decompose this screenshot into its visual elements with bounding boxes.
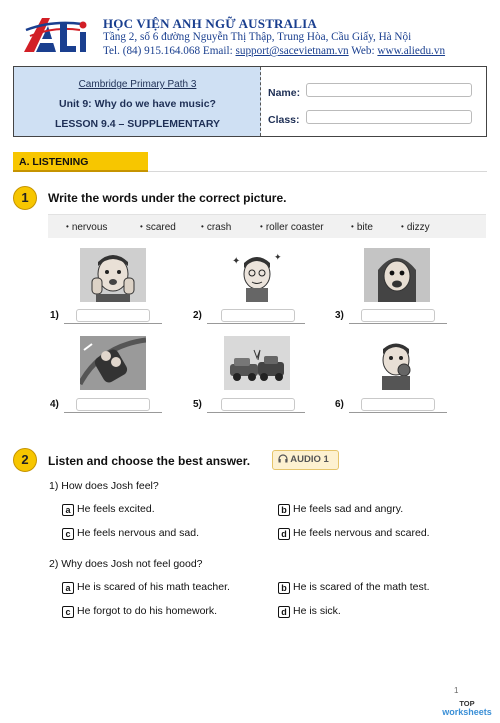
headphones-icon — [278, 454, 290, 465]
school-name: HỌC VIỆN ANH NGỮ AUSTRALIA — [103, 16, 317, 31]
question-title: Listen and choose the best answer. — [48, 454, 251, 468]
course-title: Cambridge Primary Path 3 — [78, 79, 197, 90]
question-title: Write the words under the correct picture. — [48, 191, 287, 205]
option-letter: d — [278, 528, 290, 540]
audio-label: AUDIO 1 — [290, 454, 329, 465]
answer-box-6[interactable] — [361, 398, 435, 411]
word-bank-item: • crash — [201, 222, 231, 233]
word-bank-item: • dizzy — [401, 222, 430, 233]
word-bank-item: • scared — [140, 222, 176, 233]
section-divider — [148, 171, 487, 172]
option-letter: b — [278, 582, 290, 594]
answer-line — [64, 412, 162, 413]
question-text: 1) How does Josh feel? — [49, 480, 159, 492]
class-label: Class: — [268, 114, 300, 126]
option-text: He forgot to do his homework. — [77, 605, 218, 617]
question-number-badge: 1 — [13, 186, 37, 210]
answer-line — [349, 412, 447, 413]
answer-option[interactable] — [278, 527, 430, 540]
option-text: He is sick. — [293, 605, 341, 617]
word-bank-item: • bite — [351, 222, 373, 233]
section-heading: A. LISTENING — [13, 152, 148, 172]
answer-line — [207, 323, 305, 324]
option-letter: c — [62, 606, 74, 618]
class-field[interactable] — [306, 110, 472, 124]
answer-option[interactable] — [62, 605, 217, 618]
word-bank-item: • roller coaster — [260, 222, 324, 233]
item-number: 6) — [335, 399, 344, 410]
svg-text:✦: ✦ — [274, 252, 282, 262]
web-label: Web: — [351, 45, 375, 57]
answer-option[interactable] — [278, 503, 403, 516]
option-text: He feels sad and angry. — [293, 503, 404, 515]
scared-girl-picture — [364, 248, 430, 302]
answer-line — [349, 323, 447, 324]
answer-option[interactable] — [278, 581, 430, 594]
answer-line — [207, 412, 305, 413]
option-text: He feels excited. — [77, 503, 155, 515]
answer-option[interactable] — [62, 527, 199, 540]
audio-button[interactable] — [272, 450, 339, 470]
option-letter: a — [62, 504, 74, 516]
option-letter: c — [62, 528, 74, 540]
option-text: He is scared of his math teacher. — [77, 581, 230, 593]
name-field[interactable] — [306, 83, 472, 97]
topworksheets-logo — [437, 699, 497, 717]
biting-boy-picture — [364, 336, 430, 390]
lesson-info-box — [13, 66, 487, 137]
item-number: 1) — [50, 310, 59, 321]
answer-option[interactable] — [278, 605, 341, 618]
school-logo — [22, 12, 94, 58]
answer-box-4[interactable] — [76, 398, 150, 411]
school-contact — [103, 45, 445, 57]
item-number: 5) — [193, 399, 202, 410]
word-bank-item: • nervous — [66, 222, 107, 233]
car-crash-picture — [224, 336, 290, 390]
page-number: 1 — [454, 686, 459, 695]
item-number: 2) — [193, 310, 202, 321]
brand-top: TOP — [459, 699, 475, 708]
answer-box-3[interactable] — [361, 309, 435, 322]
option-text: He feels nervous and scared. — [293, 527, 430, 539]
lesson-title: LESSON 9.4 – SUPPLEMENTARY — [54, 118, 221, 130]
answer-box-1[interactable] — [76, 309, 150, 322]
brand-bottom: worksheets — [442, 707, 492, 717]
option-letter: b — [278, 504, 290, 516]
roller-coaster-picture — [80, 336, 146, 390]
item-number: 3) — [335, 310, 344, 321]
option-letter: d — [278, 606, 290, 618]
lesson-info-panel — [14, 67, 261, 136]
tel-text: Tel. (84) 915.164.068 Email: — [103, 45, 233, 57]
word-bank — [48, 214, 486, 238]
answer-option[interactable] — [62, 503, 155, 516]
question-text: 2) Why does Josh not feel good? — [49, 558, 203, 570]
option-letter: a — [62, 582, 74, 594]
nervous-boy-picture — [80, 248, 146, 302]
option-text: He feels nervous and sad. — [77, 527, 199, 539]
item-number: 4) — [50, 399, 59, 410]
answer-line — [64, 323, 162, 324]
answer-box-2[interactable] — [221, 309, 295, 322]
svg-text:✦: ✦ — [232, 256, 241, 267]
dizzy-boy-picture — [224, 248, 290, 302]
answer-box-5[interactable] — [221, 398, 295, 411]
option-text: He is scared of the math test. — [293, 581, 430, 593]
answer-option[interactable] — [62, 581, 230, 594]
name-label: Name: — [268, 87, 301, 99]
school-address: Tầng 2, số 6 đường Nguyễn Thị Thập, Trung Hòa, Cầu Giấy, Hà Nội — [103, 31, 412, 43]
email-link[interactable]: support@sacevietnam.vn — [235, 45, 349, 57]
question-number-badge: 2 — [13, 448, 37, 472]
web-link[interactable]: www.aliedu.vn — [377, 45, 446, 57]
unit-title: Unit 9: Why do we have music? — [59, 98, 216, 110]
